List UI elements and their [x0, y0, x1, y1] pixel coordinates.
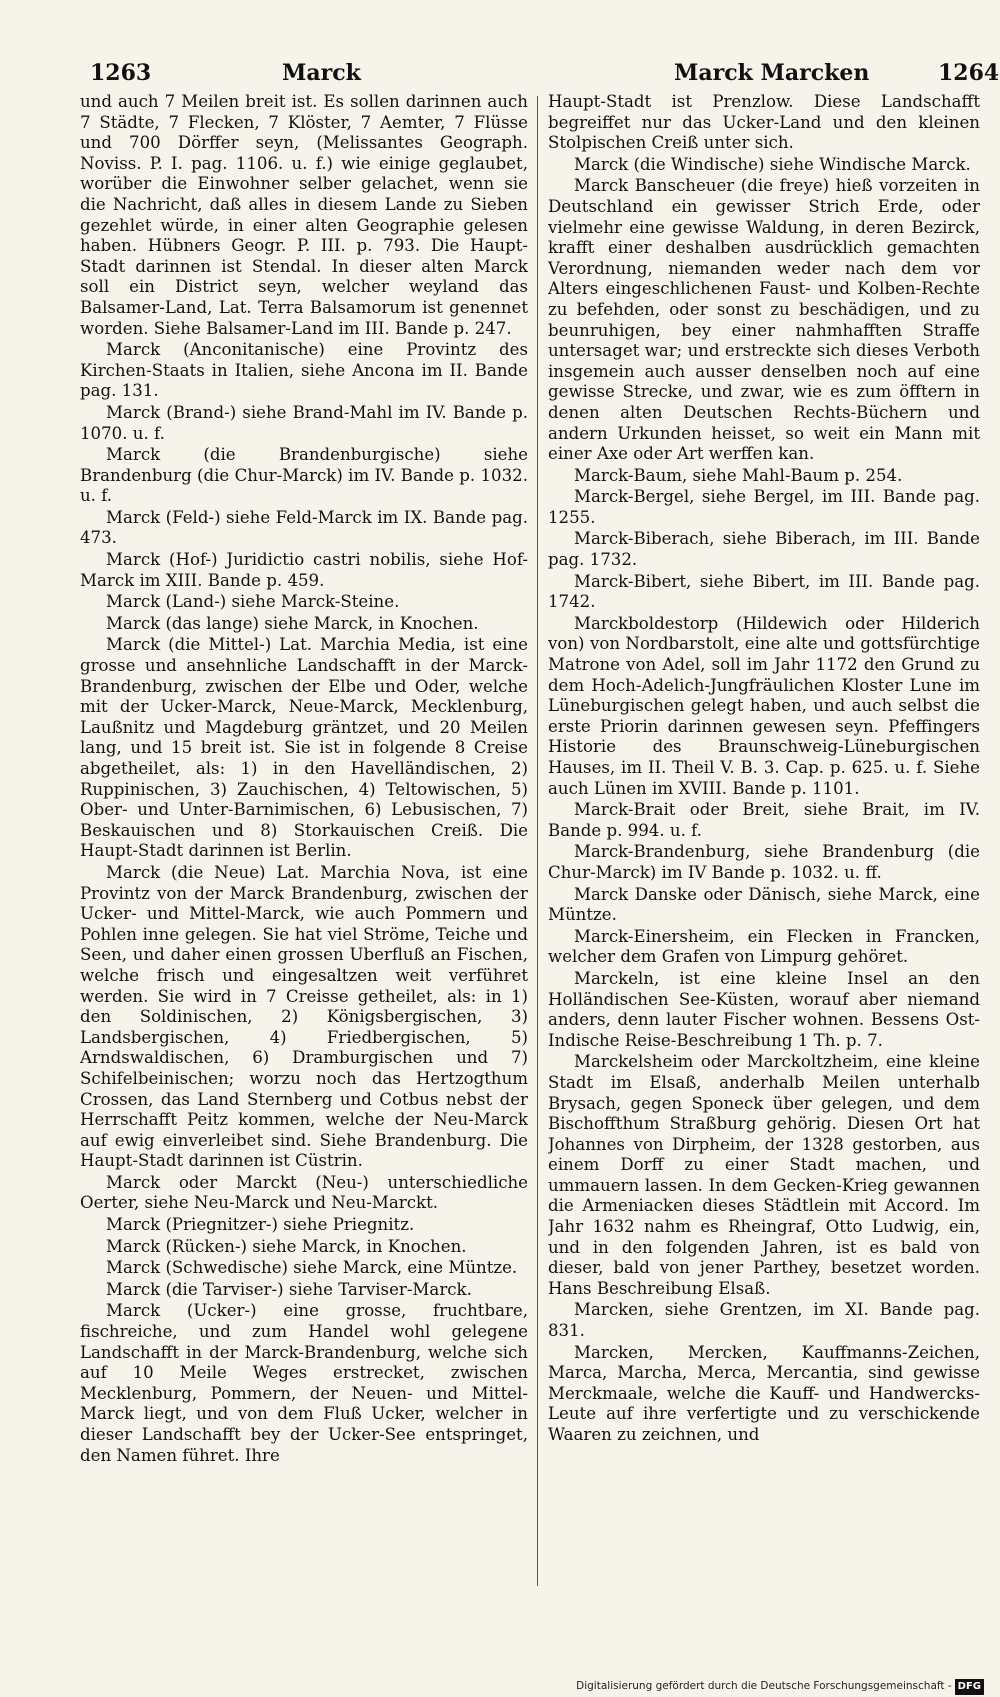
entry-paragraph: Marck (Rücken-) siehe Marck, in Knochen. [106, 1236, 467, 1256]
entry-paragraph: Marck Banscheuer (die freye) hieß vorzeiten in Deutschland ein gewisser Strich Erde, oder vielmehr eine gewisse Waldung, in deren Bezirck, krafft einer deshalben ausdrücklich gemachten Verordnung, niemanden weder nach dem vor Alters eingeschlichenen Faust- und Kolben-Rechte zu befehden, oder sonst zu beschädigen, und zu beunruhigen, bey einer nahmhafften Straffe untersaget war; und erstreckte sich dieses Verboth insgemein auch ausser denselben noch auf eine gewisse Strecke, und zwar, wie es zum öfftern in denen alten Deutschen Rechts-Büchern und andern Urkunden heisset, so weit ein Mann mit einer Axe oder Art werffen kan. [548, 176, 980, 464]
page-number-left: 1263 [90, 60, 152, 86]
entry-paragraph: Marck (die Tarviser-) siehe Tarviser-Marck. [106, 1279, 472, 1299]
entry-paragraph: Marck (Ucker-) eine grosse, fruchtbare, fischreiche, und zum Handel wohl gelegene Landschafft in der Marck-Brandenburg, welche sich auf 10 Meile Weges erstrecket, zwischen Mecklenburg, Pommern, der Neuen- und Mittel-Marck liegt, und von dem Fluß Ucker, welcher in dieser Landschafft bey der Ucker-See entspringet, den Namen führet. Ihre [80, 1301, 528, 1465]
entry-paragraph: Marck (Anconitanische) eine Provintz des Kirchen-Staats in Italien, siehe Ancona im II. Bande pag. 131. [80, 340, 528, 401]
page-number-right: 1264 [938, 60, 1000, 86]
entry-paragraph: Marck-Einersheim, ein Flecken in Francken, welcher dem Grafen von Limpurg gehöret. [548, 926, 980, 967]
entry-paragraph: Marck-Brait oder Breit, siehe Brait, im IV. Bande p. 994. u. f. [548, 800, 980, 840]
credit-text: Digitalisierung gefördert durch die Deutsche Forschungsgemeinschaft - [576, 1680, 952, 1692]
dfg-logo: DFG [955, 1679, 984, 1695]
entry-paragraph: Marck-Bergel, siehe Bergel, im III. Bande pag. 1255. [548, 487, 980, 527]
entry-paragraph: Marck (Feld-) siehe Feld-Marck im IX. Bande pag. 473. [80, 507, 528, 548]
entry-paragraph: Haupt-Stadt ist Prenzlow. Diese Landschafft begreiffet nur das Ucker-Land und den kleinen Stolpischen Creiß unter sich. [548, 92, 980, 153]
entry-paragraph: Marck (Priegnitzer-) siehe Priegnitz. [106, 1215, 415, 1235]
entry-paragraph: Marck (Brand-) siehe Brand-Mahl im IV. Bande p. 1070. u. f. [80, 402, 528, 443]
column-divider [537, 96, 538, 1586]
entry-paragraph: Marck (die Mittel-) Lat. Marchia Media, ist eine grosse und ansehnliche Landschafft in der Marck-Brandenburg, zwischen der Elbe und Oder, welche mit der Ucker-Marck, Neue-Marck, Mecklenburg, Laußnitz und Magdeburg gräntzet, und 20 Meilen lang, und 15 breit ist. Sie ist in folgende 8 Creise abgetheilet, als: 1) in den Havelländischen, 2) Ruppinischen, 3) Zauchischen, 4) Teltowischen, 5) Ober- und Unter-Barnimischen, 6) Lebusischen, 7) Beskauischen und 8) Storkauischen Creiß. Die Haupt-Stadt darinnen ist Berlin. [80, 635, 528, 861]
entry-paragraph: Marck-Brandenburg, siehe Brandenburg (die Chur-Marck) im IV Bande p. 1032. u. ff. [548, 842, 980, 882]
entry-paragraph: Marck-Bibert, siehe Bibert, im III. Bande pag. 1742. [548, 571, 980, 612]
entry-paragraph: Marcken, siehe Grentzen, im XI. Bande pag. 831. [548, 1300, 980, 1341]
left-column [80, 92, 528, 1582]
entry-paragraph: Marck Danske oder Dänisch, siehe Marck, eine Müntze. [548, 884, 980, 925]
entry-paragraph: Marck-Biberach, siehe Biberach, im III. Bande pag. 1732. [548, 529, 980, 570]
entry-paragraph: Marck (Hof-) Juridictio castri nobilis, siehe Hof-Marck im XIII. Bande p. 459. [80, 550, 528, 590]
entry-paragraph: Marck (die Brandenburgische) siehe Brandenburg (die Chur-Marck) im IV. Bande p. 1032. u. f. [80, 445, 528, 506]
entry-paragraph: Marck (Land-) siehe Marck-Steine. [106, 592, 400, 612]
entry-paragraph: Marck oder Marckt (Neu-) unterschiedliche Oerter, siehe Neu-Marck und Neu-Marckt. [80, 1172, 528, 1213]
entry-paragraph: Marck (das lange) siehe Marck, in Knochen. [106, 613, 479, 633]
entry-paragraph: Marckboldestorp (Hildewich oder Hilderich von) von Nordbarstolt, eine alte und gottsfürchtige Matrone von Adel, soll im Jahr 1172 den Grund zu dem Hoch-Adelich-Jungfräulichen Kloster Lune im Lüneburgischen gelegt haben, und auch selbst die erste Priorin darinnen gewesen seyn. Pfeffingers Historie des Braunschweig-Lüneburgischen Hauses, im II. Theil V. B. 3. Cap. p. 625. u. f. Siehe auch Lünen im XVIII. Bande p. 1101. [548, 613, 980, 798]
right-column [548, 92, 980, 1582]
entry-paragraph: Marck-Baum, siehe Mahl-Baum p. 254. [574, 465, 903, 485]
entry-paragraph: Marckelsheim oder Marckoltzheim, eine kleine Stadt im Elsaß, anderhalb Meilen unterhalb Brysach, gegen Sponeck über gelegen, und dem Bischoffthum Straßburg gehörig. Diesen Ort hat Johannes von Dirpheim, der 1328 gestorben, aus einem Dorff zu einer Stadt machen, und ummauern lassen. In dem Gecken-Krieg gewannen die Armeniacken dieses Städtlein mit Accord. Im Jahr 1632 nahm es Rheingraf, Otto Ludwig, ein, und in den folgenden Jahren, ist es bald von dieser, bald von jener Parthey, besetzet worden. Hans Beschreibung Elsaß. [548, 1052, 980, 1298]
digitization-credit [576, 1678, 984, 1694]
entry-paragraph: Marck (die Neue) Lat. Marchia Nova, ist eine Provintz von der Marck Brandenburg, zwischen der Ucker- und Mittel-Marck, wie auch Pommern und Pohlen inne gelegen. Sie hat viel Ströme, Teiche und Seen, und daher einen grossen Uberfluß an Fischen, welche frisch und eingesaltzen weit verführet werden. Sie wird in 7 Creisse getheilet, als: in 1) den Soldinischen, 2) Königsbergischen, 3) Landsbergischen, 4) Friedbergischen, 5) Arndswaldischen, 6) Dramburgischen und 7) Schifelbeinischen; worzu noch das Hertzogthum Crossen, das Land Sternberg und Cotbus nebst der Herrschafft Peitz kommen, welche der Neu-Marck auf ewig einverleibet sind. Siehe Brandenburg. Die Haupt-Stadt darinnen ist Cüstrin. [80, 862, 528, 1171]
running-head-left: Marck [282, 60, 361, 86]
entry-paragraph: und auch 7 Meilen breit ist. Es sollen darinnen auch 7 Städte, 7 Flecken, 7 Klöster, 7 Aemter, 7 Flüsse und 700 Dörffer seyn, (Melissantes Geograph. Noviss. P. I. pag. 1106. u. f.) wie einige geglaubet, worüber die Einwohner selber gelachet, wenn sie die Nachricht, daß alles in diesem Lande zu Sieben gezehlet würde, in einer alten Geographie gelesen haben. Hübners Geogr. P. III. p. 793. Die Haupt-Stadt darinnen ist Stendal. In dieser alten Marck soll ein District seyn, welcher weyland das Balsamer-Land, Lat. Terra Balsamorum ist genennet worden. Siehe Balsamer-Land im III. Bande p. 247. [80, 92, 528, 338]
entry-paragraph: Marcken, Mercken, Kauffmanns-Zeichen, Marca, Marcha, Merca, Mercantia, sind gewisse Merckmaale, welche die Kauff- und Handwercks-Leute auf ihre verfertigte und zu verschickende Waaren zu zeichnen, und [548, 1342, 980, 1444]
entry-paragraph: Marckeln, ist eine kleine Insel an den Holländischen See-Küsten, worauf aber niemand anders, denn lauter Fischer wohnen. Bessens Ost-Indische Reise-Beschreibung 1 Th. p. 7. [548, 968, 980, 1050]
entry-paragraph: Marck (Schwedische) siehe Marck, eine Müntze. [106, 1258, 518, 1278]
entry-paragraph: Marck (die Windische) siehe Windische Marck. [574, 154, 971, 174]
running-head-right: Marck Marcken [674, 60, 870, 86]
